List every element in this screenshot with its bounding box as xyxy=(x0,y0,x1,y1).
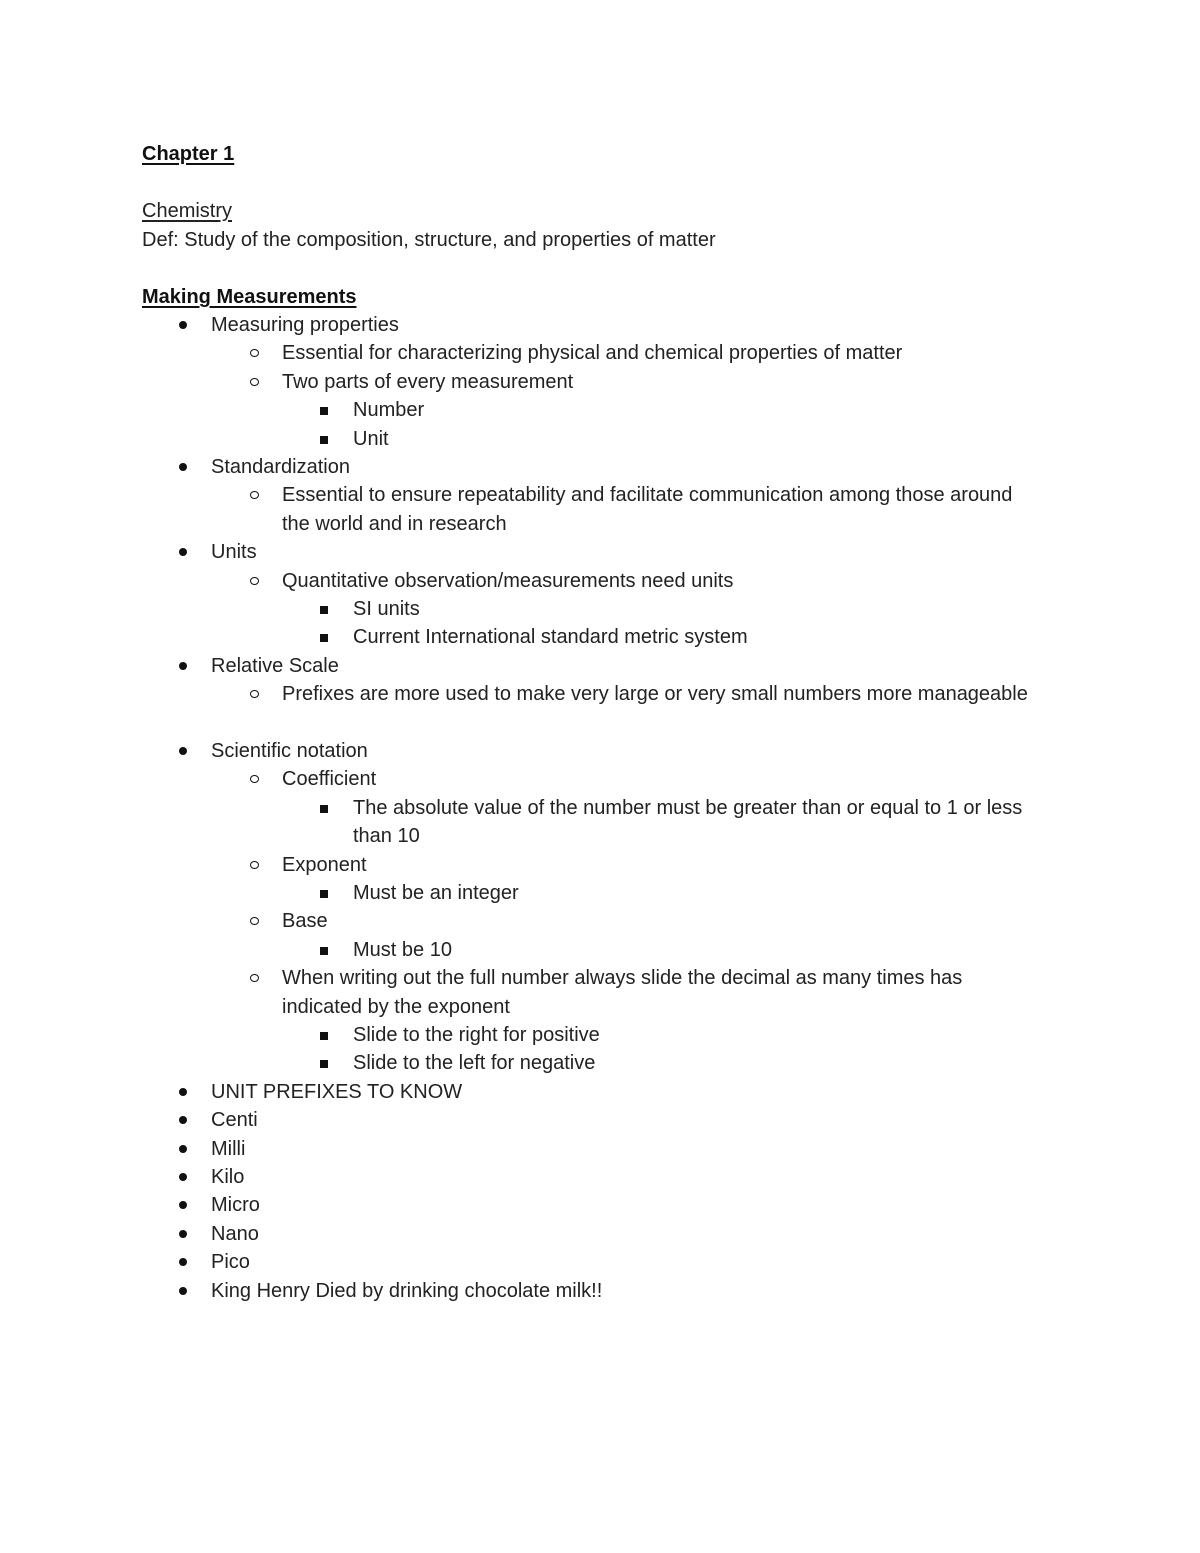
outline-item-text: Must be an integer xyxy=(353,882,519,904)
outline-item-text: Number xyxy=(353,399,425,422)
outline-item-level-3 xyxy=(317,1021,1043,1050)
outline-item-text: SI units xyxy=(353,598,420,620)
outline-item-text: Prefixes are more used to make very large or very small numbers more manageable xyxy=(282,683,1028,706)
section-title: Making Measurements xyxy=(142,286,357,308)
outline-item-text: Relative Scale xyxy=(211,654,339,677)
outline-item-text: King Henry Died by drinking chocolate milk!! xyxy=(211,1279,603,1302)
outline-item-text: Slide to the right for positive xyxy=(353,1024,600,1046)
outline-item-level-2 xyxy=(247,907,1042,936)
outline-item-level-3 xyxy=(317,595,1043,624)
outline-item-text: Units xyxy=(211,541,257,564)
outline-item-level-2 xyxy=(247,851,1042,880)
outline-item-level-1 xyxy=(176,1078,1031,1107)
outline-item-level-1 xyxy=(176,652,1031,681)
outline-item-text: Essential to ensure repeatability and facilitate communication among those around the world and in research xyxy=(282,484,1013,535)
outline-item-level-2 xyxy=(247,567,1042,596)
outline-item-text: Unit xyxy=(353,427,389,450)
outline-item-text: Kilo xyxy=(211,1166,245,1188)
outline-item-level-1 xyxy=(176,1135,1031,1164)
chapter-title: Chapter 1 xyxy=(142,143,235,165)
outline-item-text: Coefficient xyxy=(282,768,377,791)
outline-item-text: Slide to the left for negative xyxy=(353,1052,596,1075)
outline-item-level-1 xyxy=(176,1220,1031,1249)
outline-item-text: Centi xyxy=(211,1109,258,1132)
outline-item-level-1 xyxy=(176,1163,1031,1192)
outline-item-level-3 xyxy=(317,1049,1043,1078)
outline-item-text: Quantitative observation/measurements need units xyxy=(282,569,734,592)
outline-item-level-3 xyxy=(317,936,1043,965)
outline-item-level-3 xyxy=(317,794,1043,851)
outline-item-text: Micro xyxy=(211,1194,260,1217)
chemistry-term: Chemistry xyxy=(142,200,233,222)
outline-item-text: Scientific notation xyxy=(211,740,368,762)
outline-item-text: Two parts of every measurement xyxy=(282,370,574,393)
outline-item-level-1 xyxy=(176,453,1031,482)
outline-item-text: Base xyxy=(282,910,328,933)
outline-item-text: Nano xyxy=(211,1222,259,1245)
outline-item-text: Milli xyxy=(211,1137,246,1160)
outline-item-level-3 xyxy=(317,623,1043,652)
outline-item-level-3 xyxy=(317,425,1043,454)
outline-item-text: Must be 10 xyxy=(353,938,452,961)
outline-item-text: UNIT PREFIXES TO KNOW xyxy=(211,1080,463,1103)
outline-item-level-2 xyxy=(247,964,1042,1021)
outline-item-level-2 xyxy=(247,339,1042,368)
outline-item-text: When writing out the full number always slide the decimal as many times has indicated by the exponent xyxy=(282,967,963,1018)
outline-item-text: Current International standard metric system xyxy=(353,626,748,649)
outline-item-level-3 xyxy=(317,396,1043,425)
outline-item-level-1 xyxy=(176,1191,1031,1220)
outline-item-text: Exponent xyxy=(282,853,367,876)
outline-item-text: Measuring properties xyxy=(211,314,399,336)
outline-item-text: Pico xyxy=(211,1251,250,1274)
outline-item-level-1 xyxy=(176,737,1031,766)
outline-item-level-1 xyxy=(176,1277,1031,1306)
outline-item-level-2 xyxy=(247,368,1042,397)
chemistry-definition: Def: Study of the composition, structure, and properties of matter xyxy=(142,229,716,251)
outline-item-level-1 xyxy=(176,1248,1031,1277)
outline-item-text: The absolute value of the number must be greater than or equal to 1 or less than 10 xyxy=(353,796,1023,848)
outline-item-level-2 xyxy=(247,481,1042,538)
outline-item-level-3 xyxy=(317,879,1043,908)
outline-item-level-1 xyxy=(176,538,1031,567)
outline-item-level-1 xyxy=(176,311,1031,340)
outline-item-level-2 xyxy=(247,680,1042,709)
outline-item-level-1 xyxy=(176,1106,1031,1135)
outline-item-level-2 xyxy=(247,765,1042,794)
outline-item-text: Standardization xyxy=(211,456,350,478)
outline-item-text: Essential for characterizing physical and chemical properties of matter xyxy=(282,342,903,365)
